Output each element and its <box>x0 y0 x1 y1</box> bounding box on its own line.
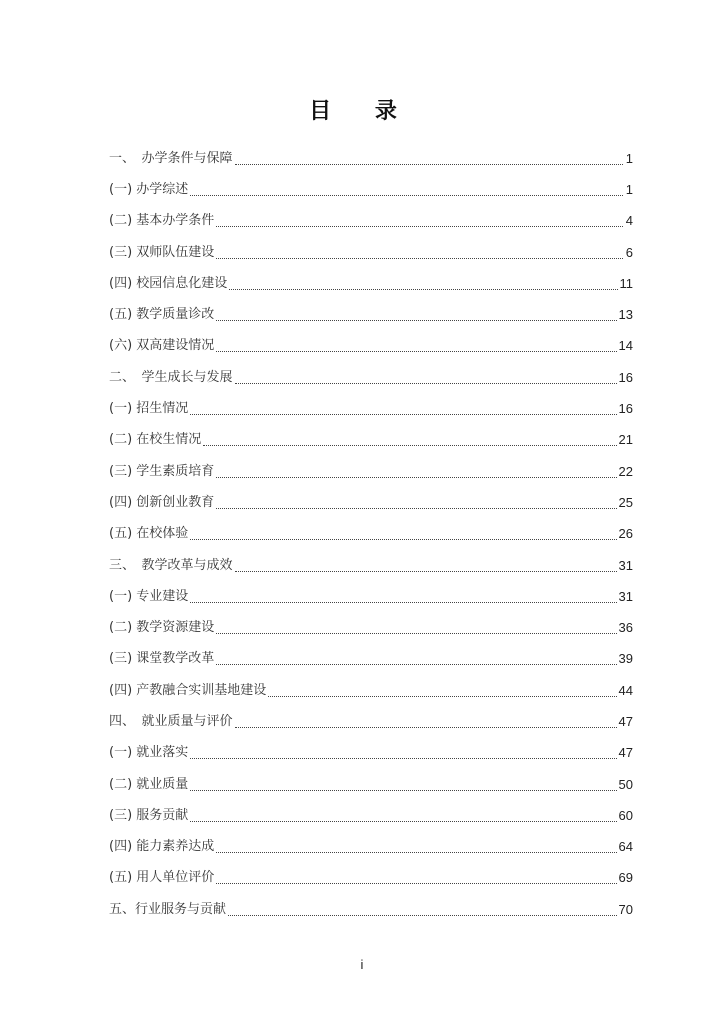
dot-leader <box>216 663 616 665</box>
toc-entry-page: 69 <box>618 870 633 886</box>
toc-entry[interactable] <box>109 581 633 612</box>
toc-entry-page: 44 <box>618 682 633 698</box>
dot-leader <box>190 789 616 791</box>
dot-leader <box>216 350 616 352</box>
toc-entry-page: 47 <box>618 713 633 729</box>
toc-entry-page: 6 <box>625 244 633 260</box>
dot-leader <box>216 882 616 884</box>
toc-entry-label: (一) 专业建设 <box>109 588 189 604</box>
toc-entry[interactable] <box>109 268 633 299</box>
toc-entry-page: 4 <box>625 213 633 229</box>
toc-entry[interactable] <box>109 738 633 769</box>
dot-leader <box>216 257 623 259</box>
dot-leader <box>216 851 616 853</box>
toc-entry-label: (六) 双高建设情况 <box>109 338 215 354</box>
toc-entry-page: 25 <box>618 494 633 510</box>
toc-entry[interactable] <box>109 237 633 268</box>
toc-title: 目 录 <box>309 98 415 124</box>
toc-entry-label: (三) 双师队伍建设 <box>109 244 215 260</box>
toc-entry-page: 39 <box>618 651 633 667</box>
dot-leader <box>216 225 623 227</box>
toc-entry-label: (四) 创新创业教育 <box>109 494 215 510</box>
toc-entry-label: (一) 就业落实 <box>109 745 189 761</box>
toc-entry[interactable] <box>109 362 633 393</box>
toc-entry-page: 1 <box>625 181 633 197</box>
toc-entry[interactable] <box>109 425 633 456</box>
dot-leader <box>235 726 617 728</box>
toc-entry-page: 14 <box>618 338 633 354</box>
toc-entry-label: (四) 能力素养达成 <box>109 839 215 855</box>
toc-entry-label: (五) 教学质量诊改 <box>109 307 215 323</box>
toc-entry[interactable] <box>109 644 633 675</box>
toc-entry-label: 五、行业服务与贡献 <box>109 901 227 917</box>
toc-entry-page: 11 <box>619 275 633 291</box>
toc-entry-label: (一) 办学综述 <box>109 181 189 197</box>
dot-leader <box>235 570 617 572</box>
toc-entry-page: 13 <box>618 307 633 323</box>
toc-entry-page: 31 <box>618 588 633 604</box>
toc-entry-page: 31 <box>618 557 633 573</box>
toc-entry[interactable] <box>109 299 633 330</box>
toc-entry-page: 47 <box>618 745 633 761</box>
table-of-contents <box>109 143 633 925</box>
toc-entry[interactable] <box>109 519 633 550</box>
toc-entry-label: 二、 学生成长与发展 <box>109 369 233 385</box>
dot-leader <box>216 319 616 321</box>
toc-entry-page: 21 <box>618 432 633 448</box>
toc-entry-label: 一、 办学条件与保障 <box>109 150 233 166</box>
toc-entry-page: 60 <box>618 807 633 823</box>
dot-leader <box>203 444 616 446</box>
toc-entry-label: 四、 就业质量与评价 <box>109 713 233 729</box>
toc-entry[interactable] <box>109 393 633 424</box>
dot-leader <box>190 601 616 603</box>
toc-entry[interactable] <box>109 675 633 706</box>
dot-leader <box>216 476 616 478</box>
dot-leader <box>216 507 616 509</box>
toc-entry[interactable] <box>109 143 633 174</box>
dot-leader <box>228 914 617 916</box>
footer-page-number: i <box>360 957 364 972</box>
dot-leader <box>216 632 616 634</box>
dot-leader <box>229 288 617 290</box>
dot-leader <box>268 695 616 697</box>
toc-entry-label: 三、 教学改革与成效 <box>109 557 233 573</box>
toc-entry-page: 70 <box>618 901 633 917</box>
toc-entry-page: 16 <box>618 401 633 417</box>
toc-entry[interactable] <box>109 612 633 643</box>
toc-entry[interactable] <box>109 706 633 737</box>
dot-leader <box>190 194 623 196</box>
toc-entry-page: 26 <box>618 526 633 542</box>
toc-entry[interactable] <box>109 174 633 205</box>
toc-entry[interactable] <box>109 863 633 894</box>
dot-leader <box>235 163 623 165</box>
dot-leader <box>235 382 617 384</box>
toc-entry[interactable] <box>109 800 633 831</box>
toc-entry-page: 36 <box>618 620 633 636</box>
toc-entry[interactable] <box>109 832 633 863</box>
toc-entry[interactable] <box>109 456 633 487</box>
toc-entry-label: (二) 在校生情况 <box>109 432 202 448</box>
toc-entry-label: (二) 基本办学条件 <box>109 213 215 229</box>
dot-leader <box>190 757 616 759</box>
toc-entry-page: 64 <box>618 839 633 855</box>
toc-entry-label: (二) 就业质量 <box>109 776 189 792</box>
toc-entry-label: (四) 产教融合实训基地建设 <box>109 682 267 698</box>
toc-entry-label: (三) 课堂教学改革 <box>109 651 215 667</box>
toc-entry-label: (三) 服务贡献 <box>109 807 189 823</box>
toc-entry-label: (二) 教学资源建设 <box>109 620 215 636</box>
toc-entry-page: 16 <box>618 369 633 385</box>
toc-entry[interactable] <box>109 206 633 237</box>
toc-entry[interactable] <box>109 331 633 362</box>
toc-entry-label: (三) 学生素质培育 <box>109 463 215 479</box>
toc-entry[interactable] <box>109 769 633 800</box>
toc-entry-label: (五) 用人单位评价 <box>109 870 215 886</box>
dot-leader <box>190 538 616 540</box>
toc-entry-page: 22 <box>618 463 633 479</box>
toc-entry-label: (五) 在校体验 <box>109 526 189 542</box>
dot-leader <box>190 413 616 415</box>
dot-leader <box>190 820 616 822</box>
toc-entry[interactable] <box>109 487 633 518</box>
toc-entry-page: 50 <box>618 776 633 792</box>
toc-entry-label: (一) 招生情况 <box>109 401 189 417</box>
toc-entry[interactable] <box>109 550 633 581</box>
toc-entry[interactable] <box>109 894 633 925</box>
toc-entry-label: (四) 校园信息化建设 <box>109 275 228 291</box>
toc-entry-page: 1 <box>625 150 633 166</box>
